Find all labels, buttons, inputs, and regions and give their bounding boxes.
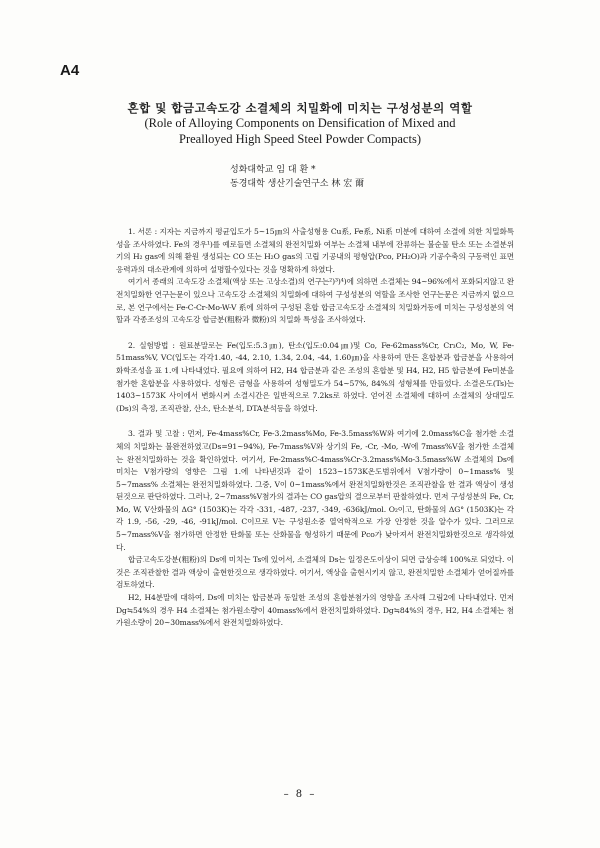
- section-tag: A4: [60, 62, 80, 79]
- paragraph-results-2: 합금고속도강분(粗粉)의 Ds에 미치는 Ts에 있어서, 소결체의 Ds는 일정온도이상이 되면 급상승해 100%로 되었다. 이것은 조직관찰한 결과 액상이 출현한것으로 생각하였다. 여기서, 액상을 출현시키지 않고, 완전치밀한 소결체가 얻어질까를 검토하였다.: [116, 555, 514, 590]
- author-line-1: 성화대학교 임 대 환 *: [230, 165, 316, 175]
- paragraph-results: 3. 결과 및 고찰 : 먼저, Fe-4mass%Cr, Fe-3.2mass%Mo, Fe-3.5mass%W와 여기에 2.0mass%C을 첨가한 소결체의 치밀화는 불완전하였고(Ds=91~94%), Fe-7mass%V와 상기의 Fe, -Cr, -Mo, -W에 7mass%V을 첨가한 소결체는 완전치밀화하는 것을 확인하였다. 여기서, Fe-2mass%C-4mass%Cr-3.2mass%Mo-3.5mass%W 소결체의 Ds에 미치는 V첨가량의 영향은 그림 1.에 나타낸것과 같이 1523~1573K온도범위에서 V첨가량이 0~1mass% 및 5~7mass% 소결체는 완전치밀화하였다. 그중, V이 0~1mass%에서 완전치밀화한것은 조직관찰을 한 결과 액상이 생성된것으로 판단하였다. 그러나, 2~7mass%V첨가의 결과는 CO gas압의 결으로부터 판찰하였다. 먼저 구성성분의 Fe, Cr, Mo, W, V산화물의 ΔG° (1503K)는 각각 -331, -487, -237, -349, -636kJ/mol. O₂이고, 탄화물의 ΔG° (1503K)는 각각 1.9, -56, -29, -46, -91kJ/mol. C이므로 V는 구성원소중 열역학적으로 가장 안정한 것을 알수가 있다. 그러므로 5~7mass%V을 첨가하면 안정한 탄화물 또는 산화물을 형성하기 때문에 Pco가 낮아져서 완전치밀화한것으로 생각하였다.: [116, 429, 514, 552]
- body-text: [116, 226, 514, 630]
- title-korean: 혼합 및 합금고속도강 소결체의 치밀화에 미치는 구성성분의 역할: [127, 101, 473, 115]
- paragraph-methods: 2. 실험방법 : 원료분말로는 Fe(입도:5.3㎛), 탄소(입도:0.04㎛)및 Co, Fe-62mass%Cr, Cr₃C₂, Mo, W, Fe-51mass%V, VC(입도는 각각1.40, -44, 2.10, 1.34, 2.04, -44, 1.60㎛)을 사용하여 만든 혼합분과 합금분을 사용하여 화학조성을 표 1.에 나타내었다. 필요에 의하여 H2, H4 합금분과 같은 조성의 혼합분 및 H4, H2, H5 합금분에 Fe미분을 첨가한 혼합분을 사용하였다. 성형은 금형을 사용하여 성형밀도가 54~57%, 84%의 성형체를 만들었다. 소결온도(Ts)는 1403~1573K 사이에서 변화시켜 소결시간은 일반적으로 7.2ks로 하였다. 얻어진 소결체에 대하여 소결체의 상대밀도(Ds)의 측정, 조직관찰, 산소, 탄소분석, DTA분석등을 하였다.: [116, 340, 514, 413]
- author-block: [230, 163, 450, 191]
- paragraph-introduction-2: 여기서 종래의 고속도강 소결체(액상 또는 고상소결)의 연구는²)³)⁴)에 의하면 소결체는 94~96%에서 포화되지않고 완전치밀화한 연구는문이 있으나 고속도강 소결체의 치밀화에 대하여 구성성분의 역할을 조사한 연구는문은 지금까지 없으므로, 본 연구에서는 Fe-C-Cr-Mo-W-V 系에 의하여 구성된 혼합 합금고속도강 소결체의 치밀화거동에 미치는 구성성분의 역할과 각종조성의 고속도강 합금분(粗粉과 微粉)의 치밀화 특성을 조사하였다.: [116, 277, 514, 325]
- paragraph-results-3: H2, H4분말에 대하여, Ds에 미치는 합금분과 동일한 조성의 혼합분첨가의 영향을 조사해 그림2에 나타내었다. 먼저 Dg≒54%의 경우 H4 소결체는 첨가원소량이 40mass%에서 완전치밀화하였다. Dg≒84%의 경우, H2, H4 소결체는 첨가원소량이 20~30mass%에서 완전치밀화하였다.: [116, 593, 514, 628]
- page-number: – 8 –: [283, 789, 317, 800]
- title-english: (Role of Alloying Components on Densification of Mixed and Prealloyed High Speed Steel Powder Compacts): [144, 116, 456, 146]
- author-line-2: 동경대학 생산기술연구소 林 宏 爾: [230, 179, 365, 189]
- paragraph-introduction: 1. 서론 : 지자는 지금까지 평균입도가 5~15㎛의 사출성형용 Cu系, Fe系, Ni系 미분에 대하여 소결에 의한 치밀화특성을 조사하였다. Fe의 경우¹)를 예로들면 소결체의 완전치밀화 여부는 소결체 내부에 잔류하는 불순물 탄소 또는 소결분위기의 H₂ gas에 의해 환원 생성되는 CO 또는 H₂O gas의 고립 기공내의 평형압(Pco, PH₂O)과 기공수축의 구동력인 표면응력과의 대소관계에 의하여 설명할수있다는 것을 명확하게 하였다.: [116, 227, 514, 274]
